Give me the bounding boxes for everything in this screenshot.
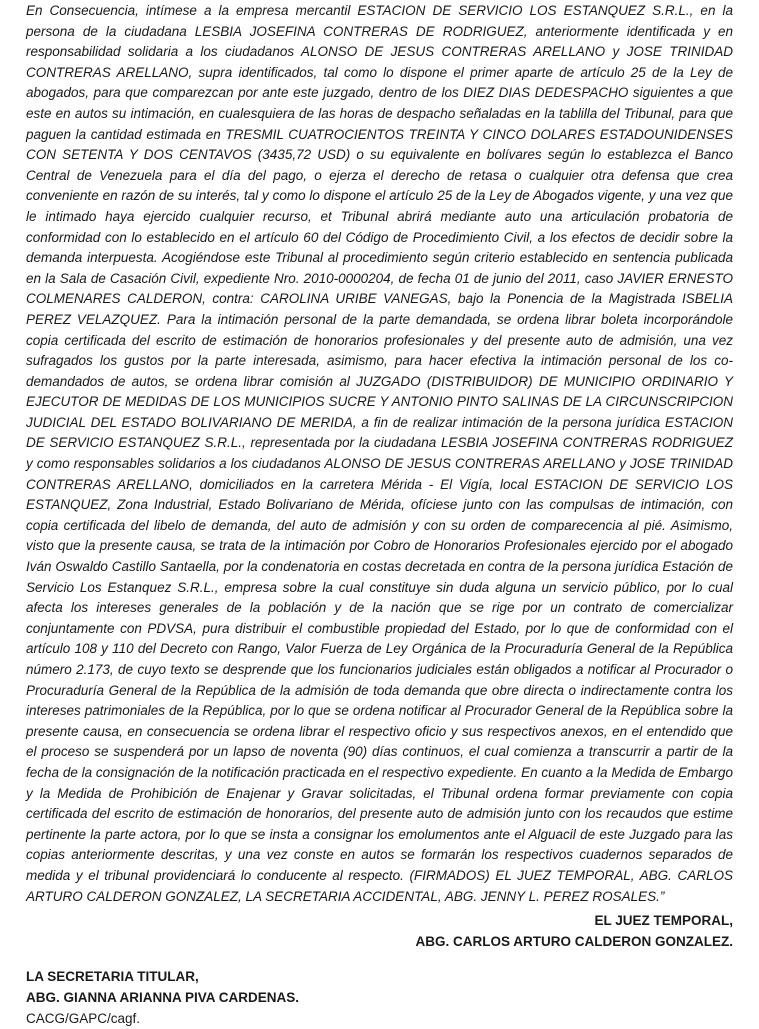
judge-title: EL JUEZ TEMPORAL, (594, 913, 733, 929)
judge-name: ABG. CARLOS ARTURO CALDERON GONZALEZ. (415, 934, 733, 950)
document-body-paragraph: En Consecuencia, intímese a la empresa mercantil ESTACION DE SERVICIO LOS ESTANQUEZ S.R.L., en la persona de la ciudadana LESBIA JOSEFINA CONTRERAS DE RODRIGUEZ, anteriormente identificada y en responsabilidad solidaria a los ciudadanos ALONSO DE JESUS CONTRERAS ARELLANO y JOSE TRINIDAD CONTRERAS ARELLANO, supra identificados, tal como lo dispone el primer aparte de artículo 25 de la Ley de abogados, para que comparezcan por ante este juzgado, dentro de los DIEZ DIAS DEDESPACHO siguientes a que este en autos su intimación, en cualesquiera de las horas de despacho señaladas en la tablilla del Tribunal, para que paguen la cantidad estimada en TRESMIL CUATROCIENTOS TREINTA Y CINCO DOLARES ESTADOUNIDENSES CON SETENTA Y DOS CENTAVOS (3435,72 USD) o su equivalente en bolívares según lo establezca el Banco Central de Venezuela para el día del pago, o ejerza el derecho de retasa o cualquier otra defensa que crea conveniente en razón de su interés, tal y como lo dispone el artículo 25 de la Ley de Abogados vigente, y una vez que le intimado haya ejercido cualquier recurso, et Tribunal abrirá mediante auto una articulación probatoria de conformidad con lo establecido en el artículo 60 del Código de Procedimiento Civil, a los efectos de decidir sobre la demanda interpuesta. Acogiéndose este Tribunal al procedimiento según criterio establecido en sentencia publicada en la Sala de Casación Civil, expediente Nro. 2010-0000204, de fecha 01 de junio del 2011, caso JAVIER ERNESTO COLMENARES CALDERON, contra: CAROLINA URIBE VANEGAS, bajo la Ponencia de la Magistrada ISBELIA PEREZ VELAZQUEZ. Para la intimación personal de la parte demandada, se ordena librar boleta incorporándole copia certificada del escrito de estimación de honorarios profesionales y del presente auto de admisión, una vez sufragados los gustos por la parte interesada, asimismo, para hacer efectiva la intimación personal de los co-demandados de autos, se ordena librar comisión al JUZGADO (DISTRIBUIDOR) DE MUNICIPIO ORDINARIO Y EJECUTOR DE MEDIDAS DE LOS MUNICIPIOS SUCRE Y ANTONIO PINTO SALINAS DE LA CIRCUNSCRIPCION JUDICIAL DEL ESTADO BOLIVARIANO DE MERIDA, a fin de realizar intimación de la persona jurídica ESTACION DE SERVICIO ESTANQUEZ S.R.L., representada por la ciudadana LESBIA JOSEFINA CONTRERAS RODRIGUEZ y como responsables solidarios a los ciudadanos ALONSO DE JESUS CONTRERAS ARELLANO y JOSE TRINIDAD CONTRERAS ARELLANO, domiciliados en la carretera Mérida - El Vigía, local ESTACION DE SERVICIO LOS ESTANQUEZ, Zona Industrial, Estado Bolivariano de Mérida, ofíciese junto con las compulsas de intimación, con copia certificada del libelo de demanda, del auto de admisión y con su orden de comparecencia al pié. Asimismo, visto que la presente causa, se trata de la intimación por Cobro de Honorarios Profesionales ejercido por el abogado Iván Oswaldo Castillo Santaella, por la condenatoria en costas decretada en contra de la persona jurídica Estación de Servicio Los Estanquez S.R.L., empresa sobre la cual constituye sin duda alguna un servicio público, por lo cual afecta los intereses generales de la población y de la nación que se rige por un contrato de comercializar conjuntamente con PDVSA, pura distribuir el combustible propiedad del Estado, por lo que de conformidad con el artículo 108 y 110 del Decreto con Rango, Valor Fuerza de Ley Orgánica de la Procuraduría General de la República número 2.173, de cuyo texto se desprende que los funcionarios judiciales están obligados a notificar al Procurador o Procuraduría General de la República de la admisión de toda demanda que obre directa o indirectamente contra los intereses patrimoniales de la República, por lo que se ordena notificar al Procurador General de la República sobre la presente causa, en consecuencia se ordena librar el respectivo oficio y sus respectivos anexos, en el entendido que el proceso se suspenderá por un lapso de noventa (90) días continuos, el cual comienza a transcurrir a partir de la fecha de la consignación de la notificación practicada en el respectivo expediente. En cuanto a la Medida de Embargo y la Medida de Prohibición de Enajenar y Gravar solicitadas, el Tribunal ordena formar previamente con copia certificada del escrito de estimación de honorarios, del presente auto de admisión junto con los recaudos que estime pertinente la parte actora, por lo que se insta a consignar los emolumentos ante el Alguacil de este Juzgado para las copias anteriormente descritas, y una vez conste en autos se formarán los respectivos cuadernos separados de medida y el tribunal providenciará lo conducente al respecto. (FIRMADOS) EL JUEZ TEMPORAL, ABG. CARLOS ARTURO CALDERON GONZALEZ, LA SECRETARIA ACCIDENTAL, ABG. JENNY L. PEREZ ROSALES.” (26, 3, 733, 904)
secretary-name: ABG. GIANNA ARIANNA PIVA CARDENAS. (26, 990, 300, 1006)
secretary-title: LA SECRETARIA TITULAR, (26, 969, 199, 985)
judge-signature-block (26, 910, 733, 952)
document-initials: CACG/GAPC/cagf. (26, 1011, 141, 1027)
secretary-signature-block (26, 966, 733, 1008)
